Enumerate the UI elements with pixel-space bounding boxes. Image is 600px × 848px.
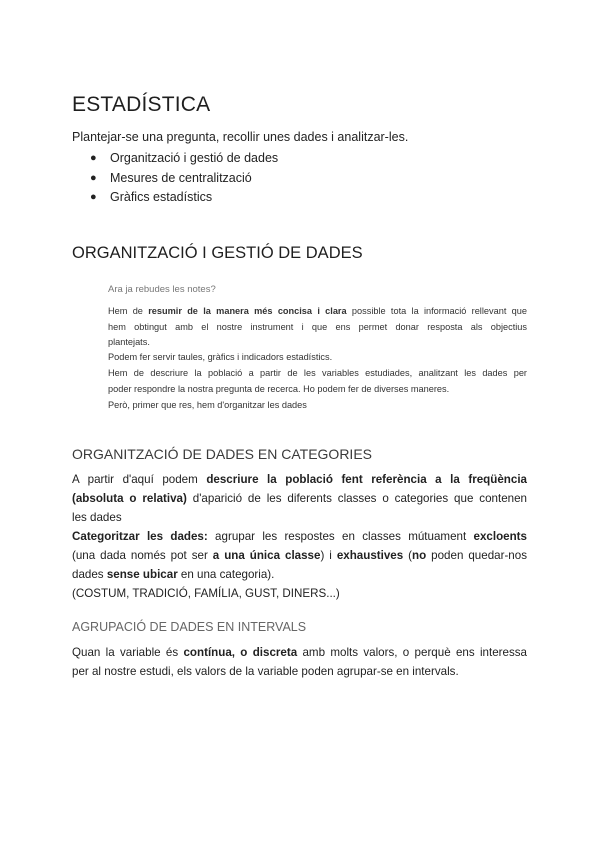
- list-item: ● Gràfics estadístics: [90, 188, 278, 208]
- list-item: ● Mesures de centralització: [90, 169, 278, 189]
- paragraph-line: per al nostre estudi, els valors de la variable poden agrupar-se en intervals.: [72, 665, 459, 678]
- section-heading-organitzacio: ORGANITZACIÓ I GESTIÓ DE DADES: [72, 244, 363, 262]
- bullet-icon: ●: [90, 191, 97, 203]
- list-item: ● Organització i gestió de dades: [90, 149, 278, 169]
- quote-line: hem obtingut amb el nostre instrument i que ens permet donar resposta als objectius: [108, 322, 527, 332]
- quote-line: Hem de descriure la població a partir de les variables estudiades, analitzant les dades per: [108, 368, 527, 378]
- quote-line: Però, primer que res, hem d'organitzar les dades: [108, 400, 307, 410]
- paragraph-line: (absoluta o relativa) d'aparició de les diferents classes o categories que contenen: [72, 492, 527, 505]
- quote-line: poder respondre la nostra pregunta de recerca. Ho podem fer de diverses maneres.: [108, 384, 450, 394]
- paragraph-line: (COSTUM, TRADICIÓ, FAMÍLIA, GUST, DINERS...): [72, 587, 340, 600]
- quote-line: plantejats.: [108, 337, 150, 347]
- quote-line: Podem fer servir taules, gràfics i indicadors estadístics.: [108, 352, 333, 362]
- paragraph-line: (una dada només pot ser a una única classe) i exhaustives (no poden quedar-nos: [72, 549, 528, 562]
- intro-text: Plantejar-se una pregunta, recollir unes dades i analitzar-les.: [72, 130, 409, 144]
- section-heading-intervals: AGRUPACIÓ DE DADES EN INTERVALS: [72, 620, 307, 634]
- section-heading-categories: ORGANITZACIÓ DE DADES EN CATEGORIES: [72, 446, 373, 462]
- paragraph-line: les dades: [72, 511, 122, 524]
- quote-title: Ara ja rebudes les notes?: [108, 284, 216, 295]
- bullet-icon: ●: [90, 171, 97, 184]
- quote-line: Hem de resumir de la manera més concisa i clara possible tota la informació rellevant que: [108, 306, 527, 316]
- paragraph-line: dades sense ubicar en una categoria).: [72, 568, 275, 581]
- topic-list: [90, 149, 278, 208]
- bullet-icon: ●: [90, 152, 97, 164]
- paragraph-line: Quan la variable és contínua, o discreta amb molts valors, o perquè ens interessa: [72, 646, 528, 659]
- paragraph-line: A partir d'aquí podem descriure la població fent referència a la freqüència: [72, 473, 527, 486]
- page-title: ESTADÍSTICA: [72, 93, 211, 116]
- paragraph-line: Categoritzar les dades: agrupar les respostes en classes mútuament excloents: [72, 530, 527, 543]
